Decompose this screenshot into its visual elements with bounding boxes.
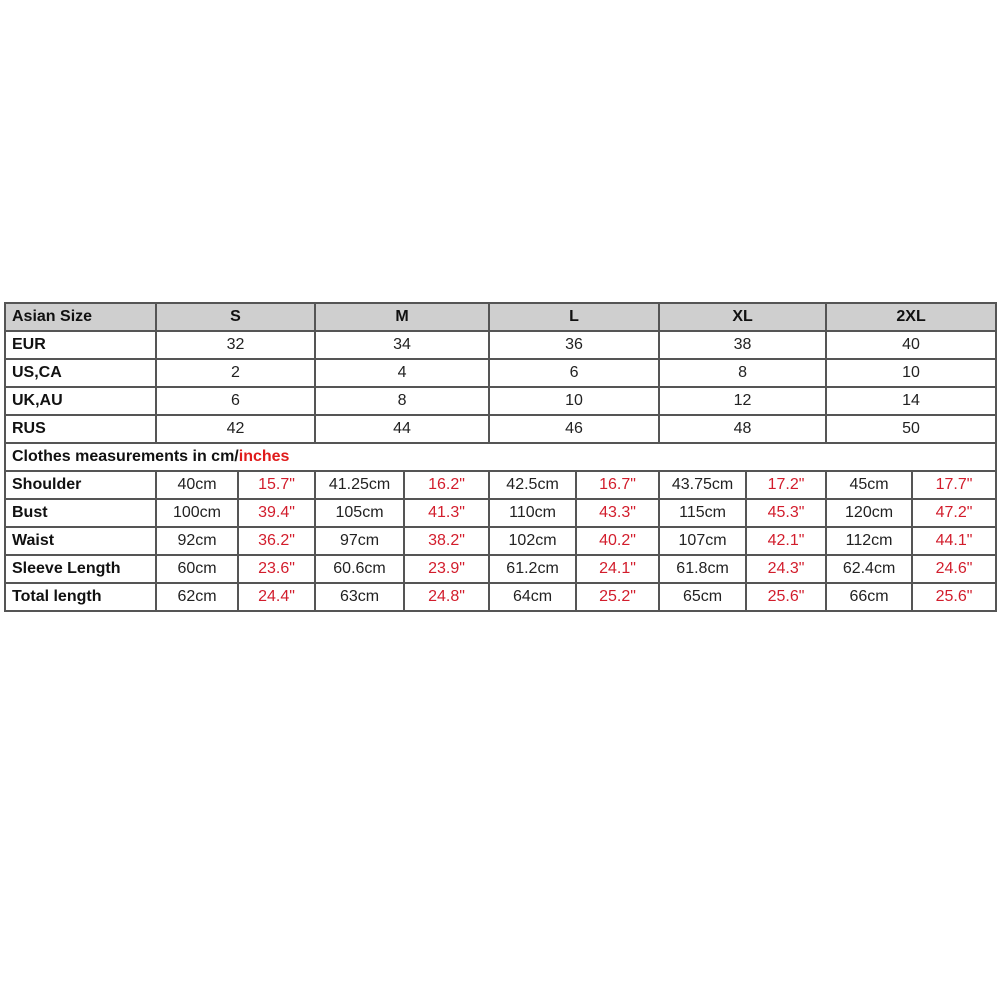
row-label: Shoulder	[5, 471, 156, 499]
cell: 6	[489, 359, 659, 387]
size-s-header: S	[156, 303, 315, 331]
section-title-suffix: inches	[238, 448, 290, 465]
inch-cell: 24.8"	[404, 583, 489, 611]
header-row	[5, 303, 996, 331]
inch-cell: 24.6"	[912, 555, 996, 583]
cell: 36	[489, 331, 659, 359]
cm-cell: 97cm	[315, 527, 404, 555]
inch-cell: 42.1"	[746, 527, 826, 555]
cell: 12	[659, 387, 826, 415]
cell: 4	[315, 359, 489, 387]
size-2xl-header: 2XL	[826, 303, 996, 331]
cell: 44	[315, 415, 489, 443]
cm-cell: 66cm	[826, 583, 912, 611]
conversion-row-eur	[5, 331, 996, 359]
cm-cell: 42.5cm	[489, 471, 576, 499]
row-label: EUR	[5, 331, 156, 359]
inch-cell: 23.9"	[404, 555, 489, 583]
cell: 32	[156, 331, 315, 359]
cell: 50	[826, 415, 996, 443]
cell: 34	[315, 331, 489, 359]
conversion-row-uk-au	[5, 387, 996, 415]
cm-cell: 105cm	[315, 499, 404, 527]
size-chart-table	[4, 302, 997, 612]
row-label: UK,AU	[5, 387, 156, 415]
row-label: RUS	[5, 415, 156, 443]
inch-cell: 36.2"	[238, 527, 315, 555]
measurement-row-sleeve-length	[5, 555, 996, 583]
cm-cell: 60cm	[156, 555, 238, 583]
cell: 14	[826, 387, 996, 415]
cm-cell: 115cm	[659, 499, 746, 527]
cm-cell: 45cm	[826, 471, 912, 499]
inch-cell: 25.6"	[912, 583, 996, 611]
measurement-row-bust	[5, 499, 996, 527]
inch-cell: 23.6"	[238, 555, 315, 583]
inch-cell: 43.3"	[576, 499, 659, 527]
cell: 48	[659, 415, 826, 443]
cm-cell: 112cm	[826, 527, 912, 555]
cell: 46	[489, 415, 659, 443]
cm-cell: 60.6cm	[315, 555, 404, 583]
inch-cell: 24.4"	[238, 583, 315, 611]
row-label: Total length	[5, 583, 156, 611]
inch-cell: 24.3"	[746, 555, 826, 583]
cell: 38	[659, 331, 826, 359]
inch-cell: 47.2"	[912, 499, 996, 527]
section-title	[5, 443, 996, 471]
inch-cell: 17.2"	[746, 471, 826, 499]
inch-cell: 39.4"	[238, 499, 315, 527]
cm-cell: 110cm	[489, 499, 576, 527]
inch-cell: 45.3"	[746, 499, 826, 527]
header-label: Asian Size	[5, 303, 156, 331]
cell: 8	[315, 387, 489, 415]
row-label: US,CA	[5, 359, 156, 387]
conversion-row-us-ca	[5, 359, 996, 387]
measurement-row-shoulder	[5, 471, 996, 499]
conversion-row-rus	[5, 415, 996, 443]
inch-cell: 16.7"	[576, 471, 659, 499]
measurement-row-waist	[5, 527, 996, 555]
cell: 40	[826, 331, 996, 359]
cell: 6	[156, 387, 315, 415]
inch-cell: 44.1"	[912, 527, 996, 555]
measurement-row-total-length	[5, 583, 996, 611]
cell: 10	[489, 387, 659, 415]
cm-cell: 61.8cm	[659, 555, 746, 583]
cell: 2	[156, 359, 315, 387]
inch-cell: 41.3"	[404, 499, 489, 527]
inch-cell: 25.6"	[746, 583, 826, 611]
section-row	[5, 443, 996, 471]
cm-cell: 62cm	[156, 583, 238, 611]
cell: 10	[826, 359, 996, 387]
size-l-header: L	[489, 303, 659, 331]
inch-cell: 17.7"	[912, 471, 996, 499]
cm-cell: 65cm	[659, 583, 746, 611]
cm-cell: 62.4cm	[826, 555, 912, 583]
cm-cell: 43.75cm	[659, 471, 746, 499]
inch-cell: 25.2"	[576, 583, 659, 611]
row-label: Waist	[5, 527, 156, 555]
cm-cell: 92cm	[156, 527, 238, 555]
inch-cell: 40.2"	[576, 527, 659, 555]
cm-cell: 107cm	[659, 527, 746, 555]
cm-cell: 102cm	[489, 527, 576, 555]
size-xl-header: XL	[659, 303, 826, 331]
cm-cell: 64cm	[489, 583, 576, 611]
inch-cell: 38.2"	[404, 527, 489, 555]
row-label: Sleeve Length	[5, 555, 156, 583]
inch-cell: 16.2"	[404, 471, 489, 499]
cm-cell: 40cm	[156, 471, 238, 499]
cm-cell: 41.25cm	[315, 471, 404, 499]
row-label: Bust	[5, 499, 156, 527]
section-title-prefix: Clothes measurements in cm/	[12, 448, 239, 465]
cell: 8	[659, 359, 826, 387]
cm-cell: 63cm	[315, 583, 404, 611]
inch-cell: 15.7"	[238, 471, 315, 499]
inch-cell: 24.1"	[576, 555, 659, 583]
cm-cell: 120cm	[826, 499, 912, 527]
cell: 42	[156, 415, 315, 443]
cm-cell: 100cm	[156, 499, 238, 527]
cm-cell: 61.2cm	[489, 555, 576, 583]
size-m-header: M	[315, 303, 489, 331]
